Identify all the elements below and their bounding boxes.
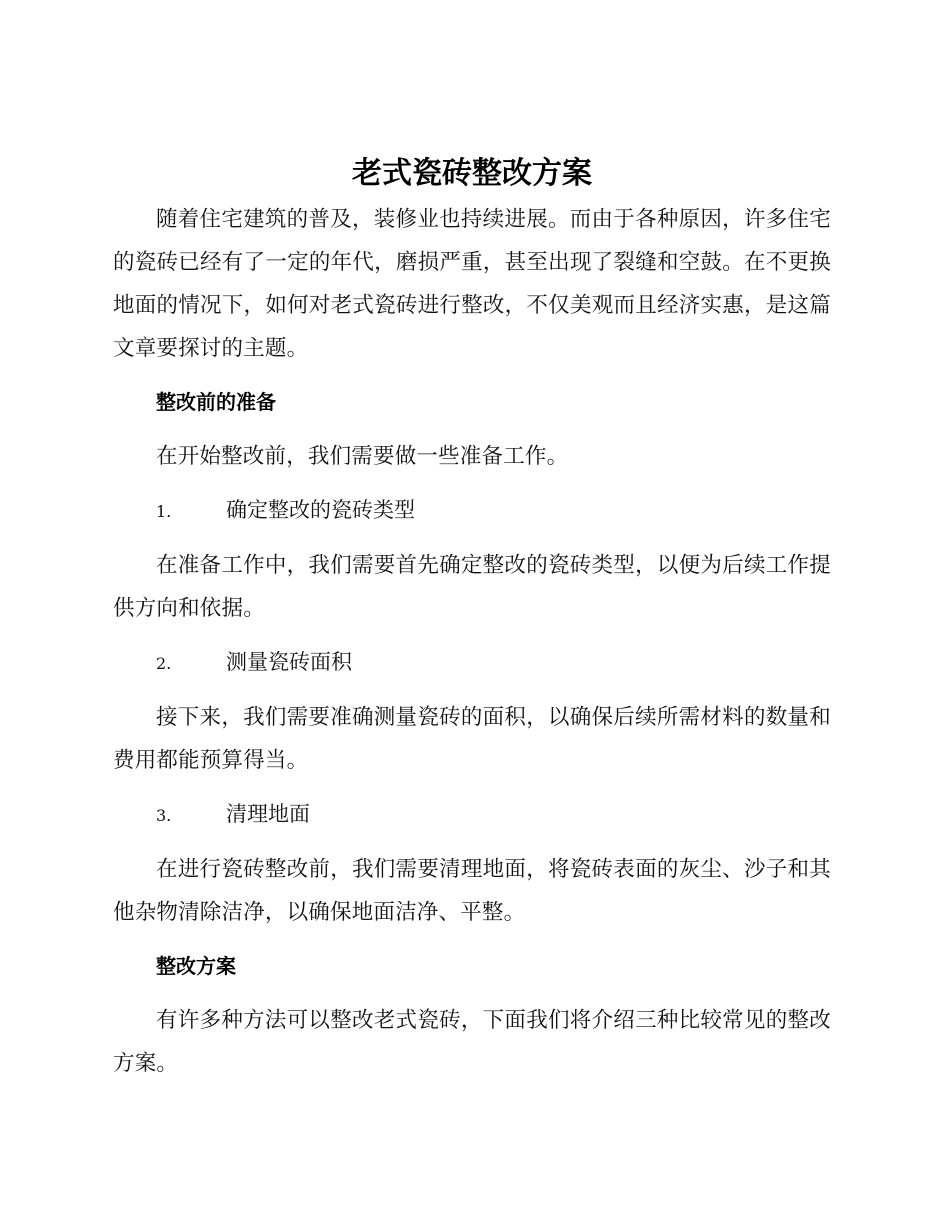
section-heading-preparation: 整改前的准备	[156, 390, 276, 414]
list-item-1	[113, 489, 831, 533]
list-item-title: 确定整改的瓷砖类型	[226, 498, 415, 522]
list-item-3	[113, 793, 831, 837]
preparation-intro-paragraph: 在开始整改前，我们需要做一些准备工作。	[156, 444, 569, 469]
list-item-1-paragraph: 在准备工作中，我们需要首先确定整改的瓷砖类型，以便为后续工作提供方向和依据。	[113, 553, 831, 621]
list-item-title: 测量瓷砖面积	[226, 650, 352, 674]
list-item-2-paragraph: 接下来，我们需要准确测量瓷砖的面积，以确保后续所需材料的数量和费用都能预算得当。	[113, 705, 831, 773]
document-title: 老式瓷砖整改方案	[352, 156, 592, 191]
plans-intro-paragraph: 有许多种方法可以整改老式瓷砖，下面我们将介绍三种比较常见的整改方案。	[113, 1008, 831, 1076]
list-number: 3.	[156, 806, 172, 825]
document-body	[113, 150, 831, 1085]
list-number: 2.	[156, 654, 172, 673]
list-item-title: 清理地面	[226, 802, 310, 826]
intro-paragraph: 随着住宅建筑的普及，装修业也持续进展。而由于各种原因，许多住宅的瓷砖已经有了一定的年代，磨损严重，甚至出现了裂缝和空鼓。在不更换地面的情况下，如何对老式瓷砖进行整改，不仅美观而且经济实惠，是这篇文章要探讨的主题。	[113, 207, 831, 361]
list-number: 1.	[156, 502, 172, 521]
list-item-3-paragraph: 在进行瓷砖整改前，我们需要清理地面，将瓷砖表面的灰尘、沙子和其他杂物清除洁净，以确保地面洁净、平整。	[113, 857, 831, 925]
list-item-2	[113, 641, 831, 685]
section-heading-plans: 整改方案	[156, 954, 236, 978]
